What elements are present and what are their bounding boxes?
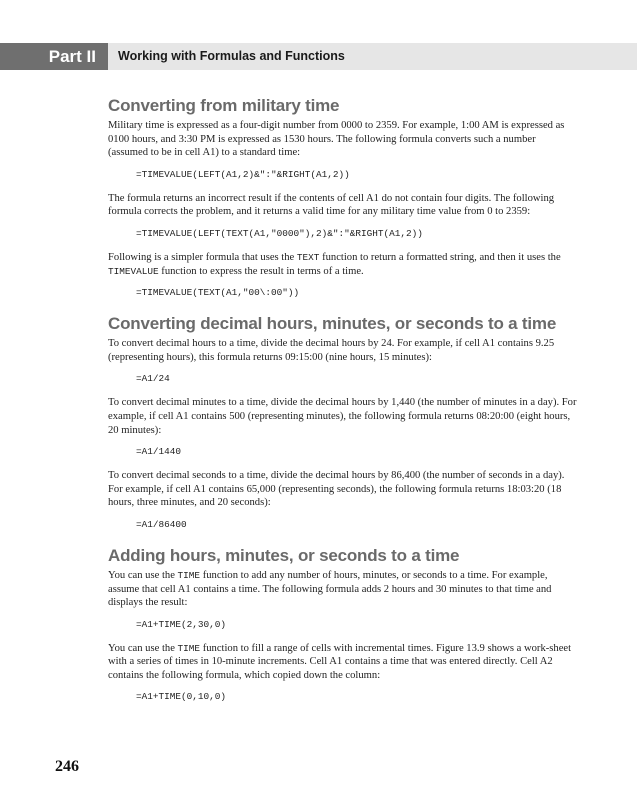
text-run: Following is a simpler formula that uses the: [108, 251, 297, 263]
paragraph: Military time is expressed as a four-digit number from 0000 to 2359. For example, 1:00 AM is expressed as 0100 hours, and 3:30 PM is expressed as 1530 hours. The following formula converts such a number (assumed to be in cell A1) to a standard time:: [108, 120, 565, 159]
inline-code: TIME: [177, 569, 201, 581]
formula: =A1/86400: [136, 518, 187, 530]
paragraph: To convert decimal minutes to a time, divide the decimal hours by 1,440 (the number of minutes in a day). For example, if cell A1 contains 500 (representing minutes), the following formula returns 08:20:00 (eight hours, 20 minutes):: [108, 397, 577, 436]
paragraph: To convert decimal hours to a time, divide the decimal hours by 24. For example, if cell A1 contains 9.25 (representing hours), this formula returns 09:15:00 (nine hours, 15 minutes):: [108, 338, 555, 363]
text-run: function to return a formatted string, and then it uses the: [319, 251, 561, 263]
text-run: You can use the: [108, 569, 178, 581]
text-run: You can use the: [108, 642, 178, 654]
paragraph: To convert decimal seconds to a time, divide the decimal hours by 86,400 (the number of seconds in a day). For example, if cell A1 contains 65,000 (representing seconds), the following formula returns 18:03:20 (18 hours, three minutes, and 20 seconds):: [108, 470, 565, 509]
page-content: [108, 96, 578, 714]
paragraph: [108, 642, 578, 683]
page-number: 246: [55, 758, 79, 775]
inline-code: TEXT: [296, 251, 320, 263]
formula: =TIMEVALUE(LEFT(A1,2)&":"&RIGHT(A1,2)): [136, 168, 350, 180]
section-heading-decimal: Converting decimal hours, minutes, or seconds to a time: [108, 314, 557, 334]
inline-code: TIME: [177, 642, 201, 654]
paragraph: [108, 569, 578, 610]
section-heading-adding: Adding hours, minutes, or seconds to a time: [108, 545, 460, 565]
formula: =A1/1440: [136, 446, 182, 458]
paragraph: The formula returns an incorrect result if the contents of cell A1 do not contain four digits. The following formula corrects the problem, and it returns a valid time for any military time value from 0 to 2359:: [108, 192, 555, 218]
part-label-box: [0, 43, 108, 70]
text-run: function to express the result in terms of a time.: [158, 265, 364, 277]
chapter-title: Working with Formulas and Functions: [118, 49, 345, 63]
part-label: Part II: [48, 47, 96, 66]
formula: =A1+TIME(0,10,0): [136, 691, 227, 703]
text-run: function to fill a range of cells with incremental times. Figure 13.9 shows a work-sheet with a series of times in 10-minute increments. Cell A1 contains a time that was entered directly. Cell A2 contains the following formula, which copied down the column:: [108, 642, 572, 681]
formula: =A1+TIME(2,30,0): [136, 618, 227, 630]
text-run: function to add any number of hours, minutes, or seconds to a time. For example, assume that cell A1 contains a time. The following formula adds 2 hours and 30 minutes to that time and displays the result:: [108, 569, 552, 609]
paragraph: [108, 251, 578, 278]
formula: =A1/24: [136, 373, 170, 385]
formula: =TIMEVALUE(LEFT(TEXT(A1,"0000"),2)&":"&RIGHT(A1,2)): [136, 227, 423, 239]
section-heading-military: Converting from military time: [108, 96, 340, 115]
formula: =TIMEVALUE(TEXT(A1,"00\:00")): [136, 287, 300, 299]
inline-code: TIMEVALUE: [108, 265, 159, 277]
